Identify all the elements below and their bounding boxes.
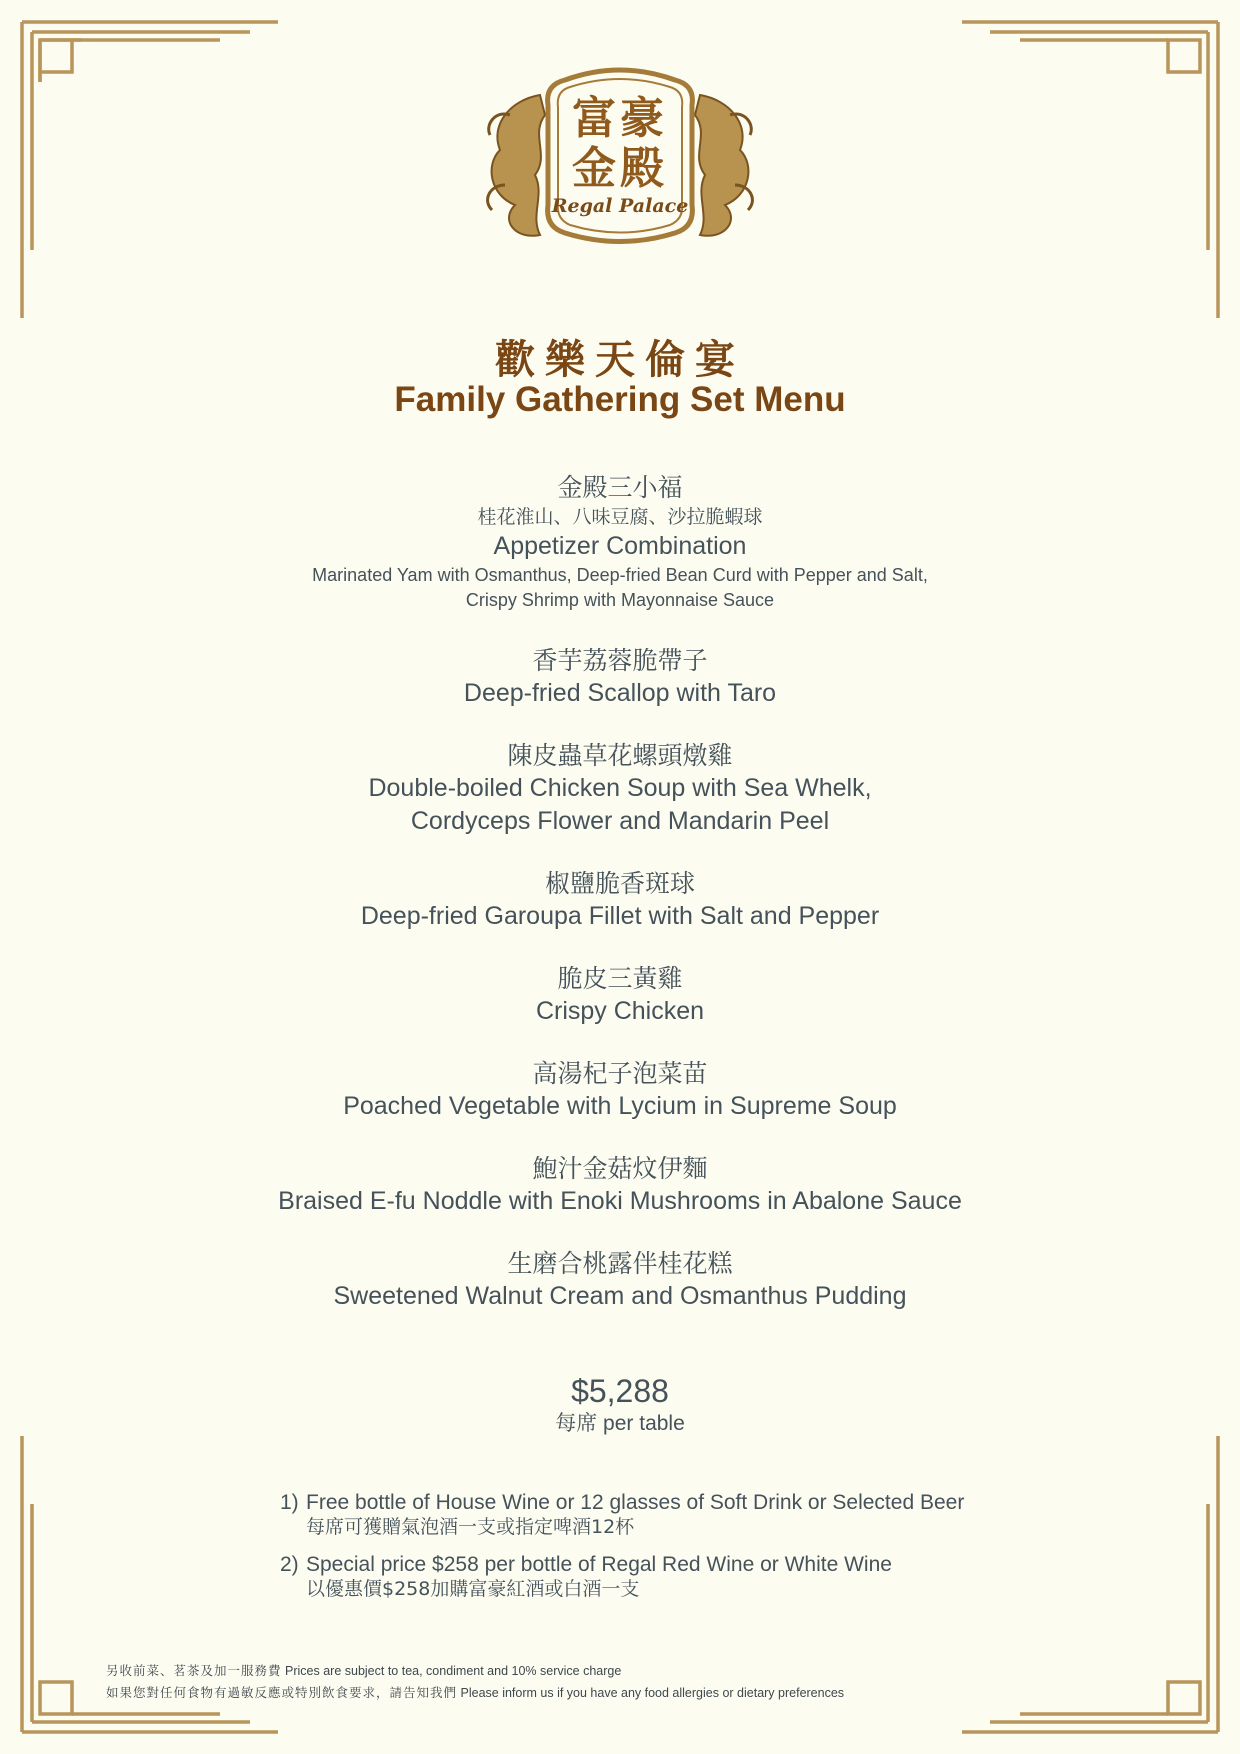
dish-name-en: Sweetened Walnut Cream and Osmanthus Pudding (333, 1282, 907, 1310)
logo-name-cn-line1: 富豪 (572, 93, 668, 144)
note-text-en: Free bottle of House Wine or 12 glasses of Soft Drink or Selected Beer (306, 1491, 965, 1514)
menu-item-scallop (0, 645, 1240, 710)
menu-item-appetizer (0, 472, 1240, 613)
dish-name-en: Braised E-fu Noddle with Enoki Mushrooms in Abalone Sauce (278, 1187, 962, 1215)
offer-note-2 (280, 1552, 1000, 1602)
footer-line1-en: Prices are subject to tea, condiment and 10% service charge (285, 1664, 622, 1678)
note-text-en: Special price $258 per bottle of Regal Red Wine or White Wine (306, 1553, 892, 1576)
note-text-cn: 以優惠價$258加購富豪紅酒或白酒一支 (306, 1578, 640, 1600)
dish-name-en: Poached Vegetable with Lycium in Supreme Soup (343, 1092, 897, 1120)
offer-note-1 (280, 1490, 1000, 1540)
corner-ornament-top-left (20, 20, 280, 320)
menu-list (0, 472, 1240, 1343)
logo-name-en: Regal Palace (551, 195, 689, 217)
dish-name-en: Deep-fried Scallop with Taro (463, 679, 777, 707)
dish-name-en-line1: Double-boiled Chicken Soup with Sea Whelk, (368, 774, 872, 802)
dish-name-en: Appetizer Combination (493, 532, 747, 560)
dish-name-en: Deep-fried Garoupa Fillet with Salt and Pepper (360, 902, 880, 930)
dish-name-cn: 脆皮三黃雞 (557, 964, 683, 993)
regal-palace-logo (470, 55, 770, 255)
price-unit-cn: 每席 (555, 1411, 598, 1435)
note-number: 2) (280, 1553, 299, 1576)
note-number: 1) (280, 1491, 299, 1514)
price-unit-en: per table (603, 1412, 685, 1435)
note-text-cn: 每席可獲贈氣泡酒一支或指定啤酒12杯 (306, 1516, 635, 1538)
footer-line-1 (106, 1660, 844, 1682)
dish-name-cn: 金殿三小福 (557, 473, 683, 502)
menu-item-crispy-chicken (0, 963, 1240, 1028)
price-unit (0, 1410, 1240, 1437)
dish-name-cn: 香芋荔蓉脆帶子 (532, 646, 708, 675)
price-amount: $5,288 (571, 1373, 669, 1409)
footer-line2-cn: 如果您對任何食物有過敏反應或特別飲食要求，請告知我們 (106, 1685, 458, 1700)
dish-name-cn: 鮑汁金菇炆伊麵 (532, 1154, 708, 1183)
corner-ornament-top-right (960, 20, 1220, 320)
footer-line-2 (106, 1682, 844, 1704)
menu-item-garoupa (0, 868, 1240, 933)
menu-item-vegetable (0, 1058, 1240, 1123)
footer-line2-en: Please inform us if you have any food allergies or dietary preferences (460, 1686, 845, 1700)
dish-name-en-line2: Cordyceps Flower and Mandarin Peel (410, 807, 830, 835)
footer-disclaimer (106, 1660, 844, 1704)
dish-subtitle-cn: 桂花淮山、八味豆腐、沙拉脆蝦球 (477, 506, 763, 528)
dish-name-cn: 生磨合桃露伴桂花糕 (507, 1249, 733, 1278)
dish-name-cn: 陳皮蟲草花螺頭燉雞 (507, 741, 733, 770)
menu-title-en: Family Gathering Set Menu (394, 380, 846, 419)
footer-line1-cn: 另收前菜、茗茶及加一服務費 (106, 1663, 282, 1678)
dish-name-cn: 高湯杞子泡菜苗 (532, 1059, 708, 1088)
offer-notes (280, 1490, 1000, 1614)
dish-description-line2: Crispy Shrimp with Mayonnaise Sauce (465, 590, 775, 610)
dish-description-line1: Marinated Yam with Osmanthus, Deep-fried Bean Curd with Pepper and Salt, (312, 565, 928, 585)
logo-name-cn-line2: 金殿 (572, 143, 668, 194)
menu-item-noodle (0, 1153, 1240, 1218)
dish-name-en: Crispy Chicken (535, 997, 705, 1025)
dish-name-cn: 椒鹽脆香斑球 (544, 869, 695, 898)
menu-item-chicken-soup (0, 740, 1240, 838)
menu-item-dessert (0, 1248, 1240, 1313)
menu-title-cn: 歡樂天倫宴 (495, 337, 745, 383)
price-block (0, 1372, 1240, 1437)
